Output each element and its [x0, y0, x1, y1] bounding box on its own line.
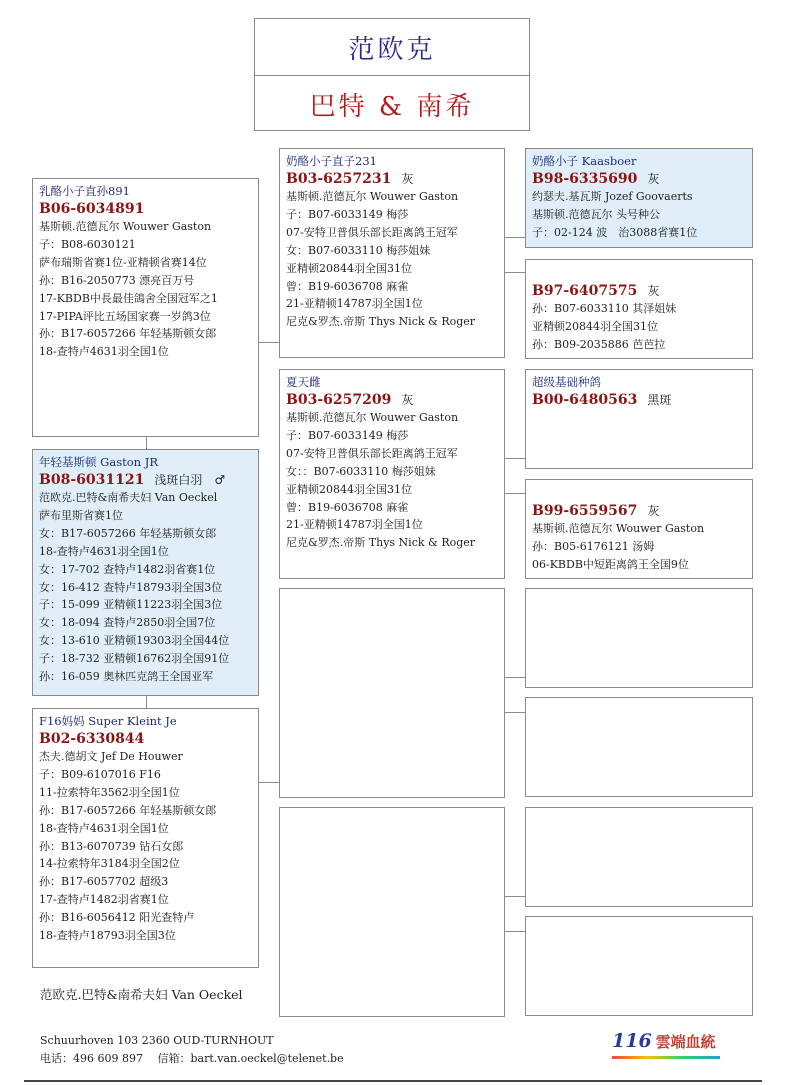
breeder-name: 范欧克.巴特&南希夫妇 Van Oeckel: [40, 987, 243, 1002]
info-line: 尼克&罗杰.帝斯 Thys Nick & Roger: [286, 315, 476, 329]
ring-number: B03-6257209: [286, 392, 392, 408]
info-line: 基斯顿.范德瓦尔 Wouwer Gaston: [39, 220, 212, 233]
info-line: 孙：B17-6057266 年轻基斯顿女郎: [39, 803, 217, 817]
info-line: 21-亚精顿14787羽全国1位: [286, 297, 423, 311]
owner-title: 范欧克: [348, 34, 436, 65]
connector: [259, 342, 280, 343]
info-line: 孙：B17-6057702 超级3: [39, 875, 169, 889]
info-line: 萨布瑞斯省赛1位-亚精顿省赛14位: [39, 255, 207, 269]
ggp-card-8[interactable]: [525, 916, 753, 1016]
info-line: 17-查特卢1482羽省赛1位: [39, 893, 169, 907]
pigeon-color: 灰: [647, 504, 660, 518]
info-line: 女：：B07-6033110 梅莎姐妹: [286, 464, 436, 478]
info-line: 基斯顿.范德瓦尔 Wouwer Gaston: [286, 411, 459, 424]
info-line: 14-拉索特年3184羽全国2位: [39, 857, 180, 871]
breeder-contact: [40, 1032, 344, 1068]
pigeon-name: 年轻基斯顿 Gaston JR: [39, 455, 158, 469]
info-line: 孙：B05-6176121 汤姆: [532, 539, 655, 553]
info-line: 曾：B19-6036708 麻雀: [286, 279, 409, 293]
pigeon-color: 灰: [401, 172, 414, 186]
ggp-card-5[interactable]: [525, 588, 753, 688]
logo-underline: [612, 1056, 720, 1059]
info-line: 女：17-702 查特卢1482羽省赛1位: [39, 562, 216, 576]
info-line: 女：16-412 查特卢18793羽全国3位: [39, 580, 223, 594]
ggp-card-6[interactable]: [525, 697, 753, 797]
info-line: 萨布里斯省赛1位: [39, 508, 123, 522]
logo-number: 116: [612, 1030, 652, 1052]
info-line: 孙：B13-6070739 钻石女郎: [39, 839, 184, 853]
info-line: 子：B09-6107016 F16: [39, 767, 161, 781]
pigeon-name: 超级基础种鸽: [532, 375, 601, 389]
pigeon-name: 奶酪小子 Kaasboer: [532, 154, 637, 168]
connector: [505, 458, 525, 459]
pigeon-name: F16妈妈 Super Kleint Je: [39, 714, 177, 728]
ring-number: B00-6480563: [532, 392, 638, 408]
info-line: 基斯顿.范德瓦尔 Wouwer Gaston: [286, 190, 459, 203]
sire-card[interactable]: [32, 178, 259, 437]
pigeon-color: 黑斑: [647, 393, 672, 407]
info-line: 孙：B07-6033110 其泽姐妹: [532, 302, 677, 315]
connector: [505, 493, 525, 494]
info-line: 21-亚精顿14787羽全国1位: [286, 518, 423, 532]
info-line: 子：B08-6030121: [39, 237, 136, 251]
ring-number: B97-6407575: [532, 283, 638, 299]
pedigree-header: [254, 18, 530, 131]
connector: [505, 896, 525, 897]
info-line: 子：B07-6033149 梅莎: [286, 428, 409, 442]
info-line: 基斯顿.范德瓦尔 Wouwer Gaston: [532, 522, 705, 535]
sire-dam-card[interactable]: [279, 369, 505, 579]
brand-logo[interactable]: [612, 1030, 716, 1052]
connector: [505, 677, 525, 678]
address: Schuurhoven 103 2360 OUD-TURNHOUT: [40, 1034, 274, 1047]
info-line: 17-KBDB中長最佳鴿舍全国冠军之1: [39, 291, 218, 305]
ring-number: B03-6257231: [286, 171, 392, 187]
info-line: 孙：16-059 奥林匹克鸽王全国亚军: [39, 670, 214, 684]
connector: [505, 272, 525, 273]
pigeon-color: 浅斑白羽 ♂: [154, 473, 226, 487]
info-line: 07-安特卫普俱乐部长距离鸽王冠军: [286, 446, 458, 460]
info-line: 18-查特卢4631羽全国1位: [39, 544, 169, 558]
info-line: 女：13-610 亚精顿19303羽全国44位: [39, 634, 230, 648]
info-line: 女：B17-6057266 年轻基斯顿女郎: [39, 526, 217, 540]
ring-number: B02-6330844: [39, 731, 145, 747]
ring-number: B98-6335690: [532, 171, 638, 187]
sire-sire-card[interactable]: [279, 148, 505, 358]
info-line: 11-拉索特年3562羽全国1位: [39, 785, 180, 799]
info-line: 约瑟夫.基瓦斯 Jozef Goovaerts: [532, 190, 693, 203]
pigeon-name: 夏天雌: [286, 375, 321, 389]
info-line: 18-查特卢4631羽全国1位: [39, 821, 169, 835]
info-line: 07-安特卫普俱乐部长距离鸽王冠军: [286, 225, 458, 239]
connector: [146, 437, 147, 449]
info-line: 女：B07-6033110 梅莎姐妹: [286, 243, 431, 257]
pigeon-name: 乳酪小子直孙891: [39, 184, 130, 198]
pigeon-color: 灰: [647, 172, 660, 186]
info-line: 18-查特卢4631羽全国1位: [39, 345, 169, 359]
info-line: 孙：B09-2035886 芭芭拉: [532, 337, 666, 351]
info-line: 孙：B16-6056412 阳光查特卢: [39, 911, 195, 925]
ggp-card-4[interactable]: [525, 479, 753, 579]
ggp-card-1[interactable]: [525, 148, 753, 248]
pigeon-color: 灰: [401, 393, 414, 407]
pigeon-name: 奶酪小子直子231: [286, 154, 377, 168]
ggp-card-2[interactable]: [525, 259, 753, 359]
ring-number: B99-6559567: [532, 503, 638, 519]
connector: [505, 712, 525, 713]
ggp-card-7[interactable]: [525, 807, 753, 907]
logo-text: 雲端血統: [655, 1033, 716, 1051]
connector: [505, 931, 525, 932]
info-line: 杰夫.德胡文 Jef De Houwer: [39, 750, 183, 763]
dam-card[interactable]: [32, 708, 259, 968]
ggp-card-3[interactable]: [525, 369, 753, 469]
subject-card[interactable]: [32, 449, 259, 696]
ring-number: B08-6031121: [39, 472, 145, 488]
info-line: 子：B07-6033149 梅莎: [286, 207, 409, 221]
info-line: 尼克&罗杰.帝斯 Thys Nick & Roger: [286, 536, 476, 550]
info-line: 亚精顿20844羽全国31位: [286, 482, 412, 496]
info-line: 亚精顿20844羽全国31位: [286, 261, 412, 275]
info-line: 子：18-732 亚精顿16762羽全国91位: [39, 652, 230, 666]
dam-sire-card[interactable]: [279, 588, 505, 798]
info-line: 曾：B19-6036708 麻雀: [286, 500, 409, 514]
pigeon-color: 灰: [647, 284, 660, 298]
owner-subtitle: 巴特 & 南希: [309, 91, 475, 122]
info-line: 子：02-124 波 治3088省赛1位: [532, 225, 698, 239]
bottom-divider: [24, 1080, 762, 1082]
info-line: 亚精顿20844羽全国31位: [532, 319, 658, 333]
connector: [146, 696, 147, 708]
ring-number: B06-6034891: [39, 201, 145, 217]
info-line: 孙：B16-2050773 漂亮百万号: [39, 273, 195, 287]
phone-email: 电话：496 609 897 信箱：bart.van.oeckel@telenet.be: [40, 1052, 344, 1065]
info-line: 18-查特卢18793羽全国3位: [39, 929, 176, 943]
connector: [259, 782, 280, 783]
info-line: 女：18-094 查特卢2850羽全国7位: [39, 616, 216, 630]
info-line: 06-KBDB中短距离鸽王全国9位: [532, 557, 689, 571]
info-line: 子：15-099 亚精顿11223羽全国3位: [39, 598, 223, 612]
dam-dam-card[interactable]: [279, 807, 505, 1017]
connector: [505, 237, 525, 238]
info-line: 孙：B17-6057266 年轻基斯顿女郎: [39, 327, 217, 341]
info-line: 基斯顿.范德瓦尔 头号种公: [532, 207, 660, 221]
info-line: 范欧克.巴特&南希夫妇 Van Oeckel: [39, 491, 218, 504]
info-line: 17-PIPA评比五场国家赛一岁鸽3位: [39, 309, 211, 323]
